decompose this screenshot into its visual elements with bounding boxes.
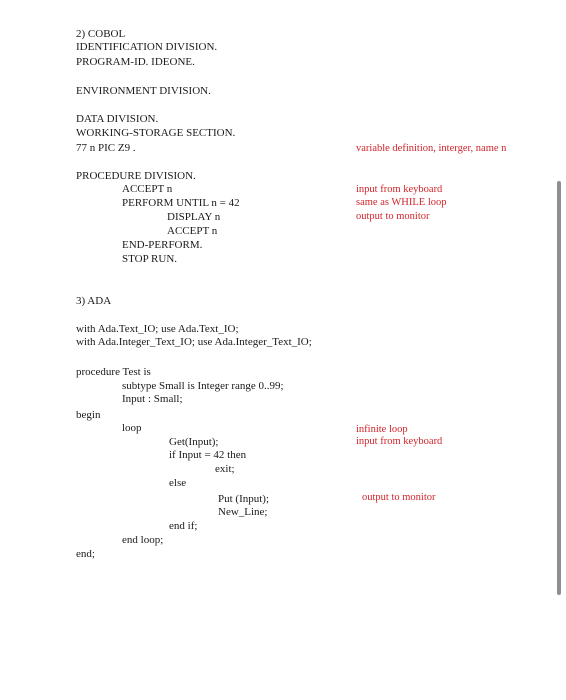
code-line: subtype Small is Integer range 0..99; — [122, 380, 284, 392]
code-line: Put (Input); — [218, 493, 270, 505]
code-line: begin — [76, 409, 101, 421]
code-line: PROGRAM-ID. IDEONE. — [76, 56, 195, 68]
vertical-scrollbar[interactable] — [557, 181, 561, 595]
annotation-note: output to monitor — [356, 211, 430, 222]
code-line: Get(Input); — [169, 436, 219, 448]
code-line: procedure Test is — [76, 366, 151, 378]
code-line: ACCEPT n — [167, 225, 218, 237]
code-line: else — [169, 477, 187, 489]
code-line: ENVIRONMENT DIVISION. — [76, 85, 211, 97]
code-line: end; — [76, 548, 95, 560]
cobol-heading: 2) COBOL — [76, 28, 126, 40]
annotation-note: output to monitor — [362, 492, 436, 503]
code-line: DATA DIVISION. — [76, 113, 159, 125]
code-line: 77 n PIC Z9 . — [76, 142, 136, 154]
code-line: PROCEDURE DIVISION. — [76, 170, 196, 182]
code-line: exit; — [215, 463, 235, 475]
code-line: with Ada.Text_IO; use Ada.Text_IO; — [76, 323, 239, 335]
annotation-note: input from keyboard — [356, 184, 443, 195]
code-line: with Ada.Integer_Text_IO; use Ada.Integer_Text_IO; — [76, 336, 312, 348]
annotation-note: input from keyboard — [356, 436, 443, 447]
ada-heading: 3) ADA — [76, 295, 112, 307]
annotation-note: variable definition, interger, name n — [356, 143, 507, 154]
code-line: PERFORM UNTIL n = 42 — [122, 197, 240, 209]
code-line: ACCEPT n — [122, 183, 173, 195]
code-line: DISPLAY n — [167, 211, 221, 223]
annotation-note: infinite loop — [356, 424, 408, 435]
code-line: end if; — [169, 520, 198, 532]
code-line: end loop; — [122, 534, 164, 546]
code-line: if Input = 42 then — [169, 449, 247, 461]
code-line: STOP RUN. — [122, 253, 178, 265]
code-line: END-PERFORM. — [122, 239, 203, 251]
code-line: New_Line; — [218, 506, 268, 518]
code-line: WORKING-STORAGE SECTION. — [76, 127, 236, 139]
code-line: Input : Small; — [122, 393, 183, 405]
code-line: loop — [122, 422, 142, 434]
code-line: IDENTIFICATION DIVISION. — [76, 41, 218, 53]
annotation-note: same as WHILE loop — [356, 197, 447, 208]
